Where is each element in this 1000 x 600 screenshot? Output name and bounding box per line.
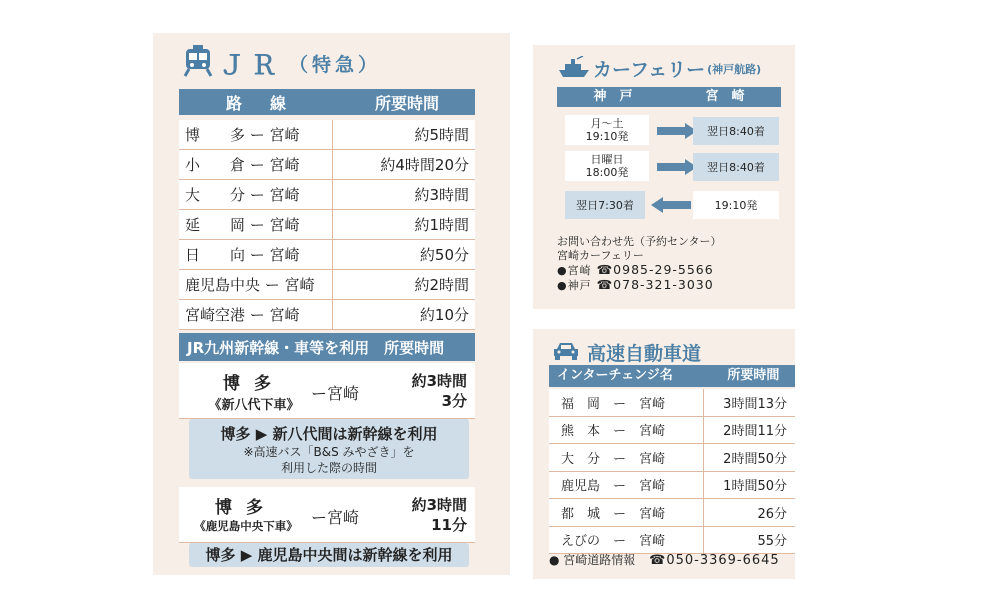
route-cell: 博 多 ー 宮崎 (179, 120, 333, 150)
left-arrow-icon (651, 197, 691, 213)
duration-minutes: 11分 (431, 516, 467, 534)
route-cell: 熊 本 ー 宮崎 (549, 416, 704, 444)
day-label: 月～土 (590, 117, 624, 130)
duration-minutes: 3分 (441, 392, 467, 410)
company-name: 宮崎カーフェリー (557, 249, 644, 262)
destination: ー宮崎 (311, 508, 360, 527)
office-label: ●宮崎 (557, 264, 592, 277)
shinkansen-note-2 (189, 543, 469, 567)
time-header: 所要時間 (727, 368, 780, 383)
arrival-box: 翌日8:40着 (693, 117, 779, 145)
time-cell: 約2時間 (333, 270, 476, 300)
depart-time: 18:00発 (585, 166, 629, 179)
route-cell: 大 分 ー 宮崎 (179, 180, 333, 210)
route-cell: 鹿児島中央 ー 宮崎 (179, 270, 333, 300)
origin-block (191, 493, 301, 534)
highway-contact (549, 551, 780, 568)
highway-header (549, 365, 795, 387)
table-row (179, 240, 475, 270)
jr-title: ＪＲ (219, 50, 284, 81)
right-arrow-icon (657, 123, 697, 139)
note-sub: ※高速バス「B&S みやざき」を (243, 445, 415, 459)
time-cell: 約4時間20分 (333, 150, 476, 180)
route-cell: 延 岡 ー 宮崎 (179, 210, 333, 240)
time-cell: 約3時間 (333, 180, 476, 210)
jr-panel (153, 33, 510, 575)
route-cell: 小 倉 ー 宮崎 (179, 150, 333, 180)
highway-panel (533, 329, 795, 579)
route-cell: 宮崎空港 ー 宮崎 (179, 300, 333, 330)
phone-line-kobe (557, 278, 722, 293)
route-cell: 福 岡 ー 宮崎 (549, 389, 704, 416)
train-icon (183, 45, 213, 81)
route-header: 路 線 (225, 93, 292, 113)
right-arrow-icon (657, 159, 697, 175)
table-row (179, 180, 475, 210)
time-cell: 約1時間 (333, 210, 476, 240)
route-cell: 大 分 ー 宮崎 (549, 444, 704, 472)
shinkansen-header: JR九州新幹線・車等を利用 所要時間 (179, 333, 475, 361)
transfer-note: 《新八代下車》 (208, 398, 300, 413)
time-cell: 1時間50分 (704, 471, 796, 499)
departure-box (565, 115, 649, 145)
time-cell: 55分 (704, 526, 796, 554)
origin-port: 神 戸 (593, 89, 633, 104)
origin-name: 博多 (223, 374, 285, 394)
origin-name: 博多 (215, 498, 277, 518)
destination: ー宮崎 (311, 384, 360, 403)
origin-block (199, 369, 309, 413)
time-cell: 2時間11分 (704, 416, 796, 444)
contact-label: ● 宮崎道路情報 (549, 553, 636, 567)
phone-number: ☎050-3369-6645 (649, 553, 780, 568)
table-row (179, 120, 475, 150)
table-row (549, 526, 795, 554)
table-row (179, 150, 475, 180)
note-sub: 利用した際の時間 (280, 461, 377, 475)
shinkansen-note-1 (189, 419, 469, 479)
arrival-box: 翌日8:40着 (693, 153, 779, 181)
duration-hours: 約3時間 (411, 496, 467, 514)
jr-table-header (179, 89, 475, 115)
day-label: 日曜日 (590, 153, 624, 166)
ferry-subtitle: (神戸航路) (707, 62, 762, 76)
jr-title-row (183, 43, 381, 83)
car-icon (553, 341, 579, 365)
time-cell: 約10分 (333, 300, 476, 330)
ferry-contact (557, 235, 722, 293)
route-cell: えびの ー 宮崎 (549, 526, 704, 554)
shinkansen-row-1 (179, 363, 475, 419)
jr-table (179, 120, 475, 330)
phone-line-miyazaki (557, 263, 722, 278)
office-label: ●神戸 (557, 279, 592, 292)
table-row (179, 210, 475, 240)
shinkansen-row-2 (179, 487, 475, 543)
route-cell: 鹿児島 ー 宮崎 (549, 471, 704, 499)
highway-table (549, 389, 795, 554)
ship-icon (557, 56, 591, 82)
transfer-note: 《鹿児島中央下車》 (194, 519, 298, 533)
route-cell: 都 城 ー 宮崎 (549, 499, 704, 527)
highway-title: 高速自動車道 (587, 343, 702, 365)
ferry-title: カーフェリー (593, 59, 706, 81)
ic-header: インターチェンジ名 (557, 368, 673, 383)
return-departure-box: 19:10発 (693, 191, 779, 219)
ferry-title-row (557, 55, 761, 82)
time-cell: 26分 (704, 499, 796, 527)
time-cell: 約5時間 (333, 120, 476, 150)
ferry-header (557, 87, 781, 107)
note-main: 博多 ▶ 鹿児島中央間は新幹線を利用 (205, 546, 453, 564)
jr-subtitle: （特急） (289, 53, 382, 76)
phone-number: ☎0985-29-5566 (596, 262, 714, 277)
time-header: 所要時間 (374, 93, 439, 113)
duration (412, 371, 467, 411)
note-main: 博多 ▶ 新八代間は新幹線を利用 (220, 425, 438, 443)
time-cell: 2時間50分 (704, 444, 796, 472)
destination-port: 宮 崎 (705, 89, 745, 104)
time-cell: 約50分 (333, 240, 476, 270)
route-cell: 日 向 ー 宮崎 (179, 240, 333, 270)
table-row (549, 444, 795, 472)
duration (412, 495, 467, 535)
contact-heading: お問い合わせ先（予約センター） (557, 235, 722, 248)
phone-number: ☎078-321-3030 (596, 277, 714, 292)
return-arrival-box: 翌日7:30着 (565, 191, 645, 219)
table-row (549, 499, 795, 527)
table-row (549, 389, 795, 416)
highway-title-row (553, 339, 701, 366)
ferry-panel (533, 45, 795, 309)
departure-box (565, 151, 649, 181)
depart-time: 19:10発 (585, 130, 629, 143)
time-cell: 3時間13分 (704, 389, 796, 416)
table-row (179, 300, 475, 330)
table-row (549, 416, 795, 444)
table-row (549, 471, 795, 499)
duration-hours: 約3時間 (411, 372, 467, 390)
table-row (179, 270, 475, 300)
